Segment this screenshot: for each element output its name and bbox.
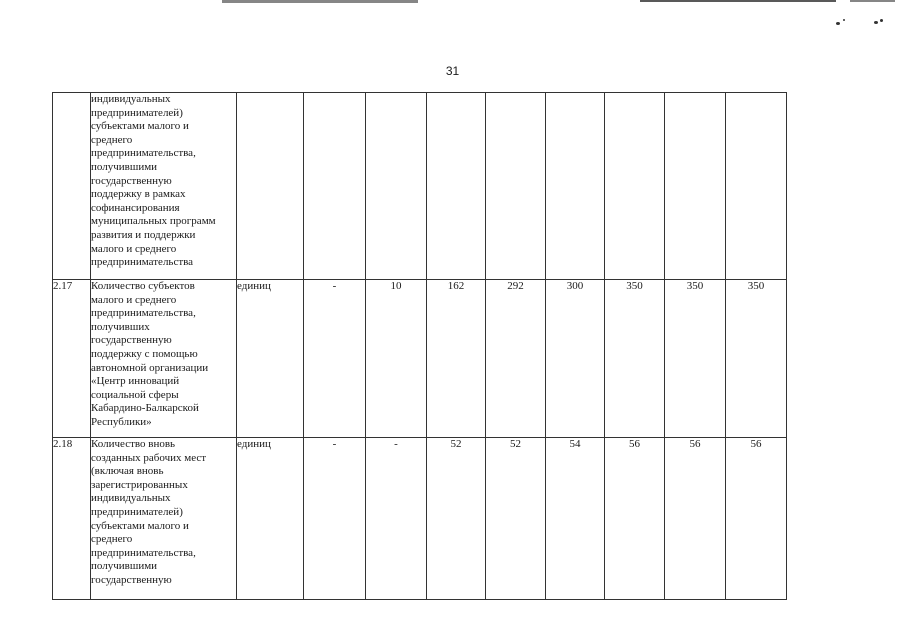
value-cell: - (304, 280, 366, 438)
table-row (53, 93, 787, 280)
value-cell: 52 (486, 438, 546, 600)
scan-speck (843, 19, 845, 21)
value-cell: 350 (605, 280, 665, 438)
value-cell (427, 93, 486, 280)
value-cell: 300 (546, 280, 605, 438)
value-cell (304, 93, 366, 280)
indicator-description: индивидуальных предпринимателей) субъектами малого и среднего предпринимательства, получившими государственную поддержку в рамках софинансирования муниципальных программ развития и поддержки малого и среднего предпринимательства (91, 93, 237, 280)
value-cell (546, 93, 605, 280)
value-cell (665, 93, 726, 280)
row-number: 2.17 (53, 280, 91, 438)
value-cell: 56 (726, 438, 787, 600)
value-cell (486, 93, 546, 280)
indicator-description: Количество вновь созданных рабочих мест (включая вновь зарегистрированных индивидуальных предпринимателей) субъектами малого и среднего предпринимательства, получившими государственную (91, 438, 237, 600)
unit-cell (237, 93, 304, 280)
indicators-table (52, 92, 787, 600)
scan-artifact-line (222, 0, 418, 3)
scan-speck (874, 21, 878, 24)
row-number: 2.18 (53, 438, 91, 600)
value-cell (726, 93, 787, 280)
scan-artifact-line (850, 0, 895, 2)
scan-speck (880, 19, 883, 22)
table-row (53, 280, 787, 438)
value-cell (605, 93, 665, 280)
value-cell: 350 (665, 280, 726, 438)
value-cell (366, 93, 427, 280)
value-cell: 54 (546, 438, 605, 600)
value-cell: 56 (665, 438, 726, 600)
page-number: 31 (445, 64, 460, 78)
value-cell: 52 (427, 438, 486, 600)
unit-cell: единиц (237, 438, 304, 600)
value-cell: 56 (605, 438, 665, 600)
value-cell: - (304, 438, 366, 600)
value-cell: 162 (427, 280, 486, 438)
unit-cell: единиц (237, 280, 304, 438)
scan-artifact-line (640, 0, 836, 2)
indicator-description: Количество субъектов малого и среднего предпринимательства, получивших государственную поддержку с помощью автономной организации «Центр инноваций социальной сферы Кабардино-Балкарской Республики» (91, 280, 237, 438)
row-number (53, 93, 91, 280)
table-row (53, 438, 787, 600)
value-cell: 350 (726, 280, 787, 438)
scan-speck (836, 22, 840, 25)
value-cell: - (366, 438, 427, 600)
value-cell: 10 (366, 280, 427, 438)
value-cell: 292 (486, 280, 546, 438)
